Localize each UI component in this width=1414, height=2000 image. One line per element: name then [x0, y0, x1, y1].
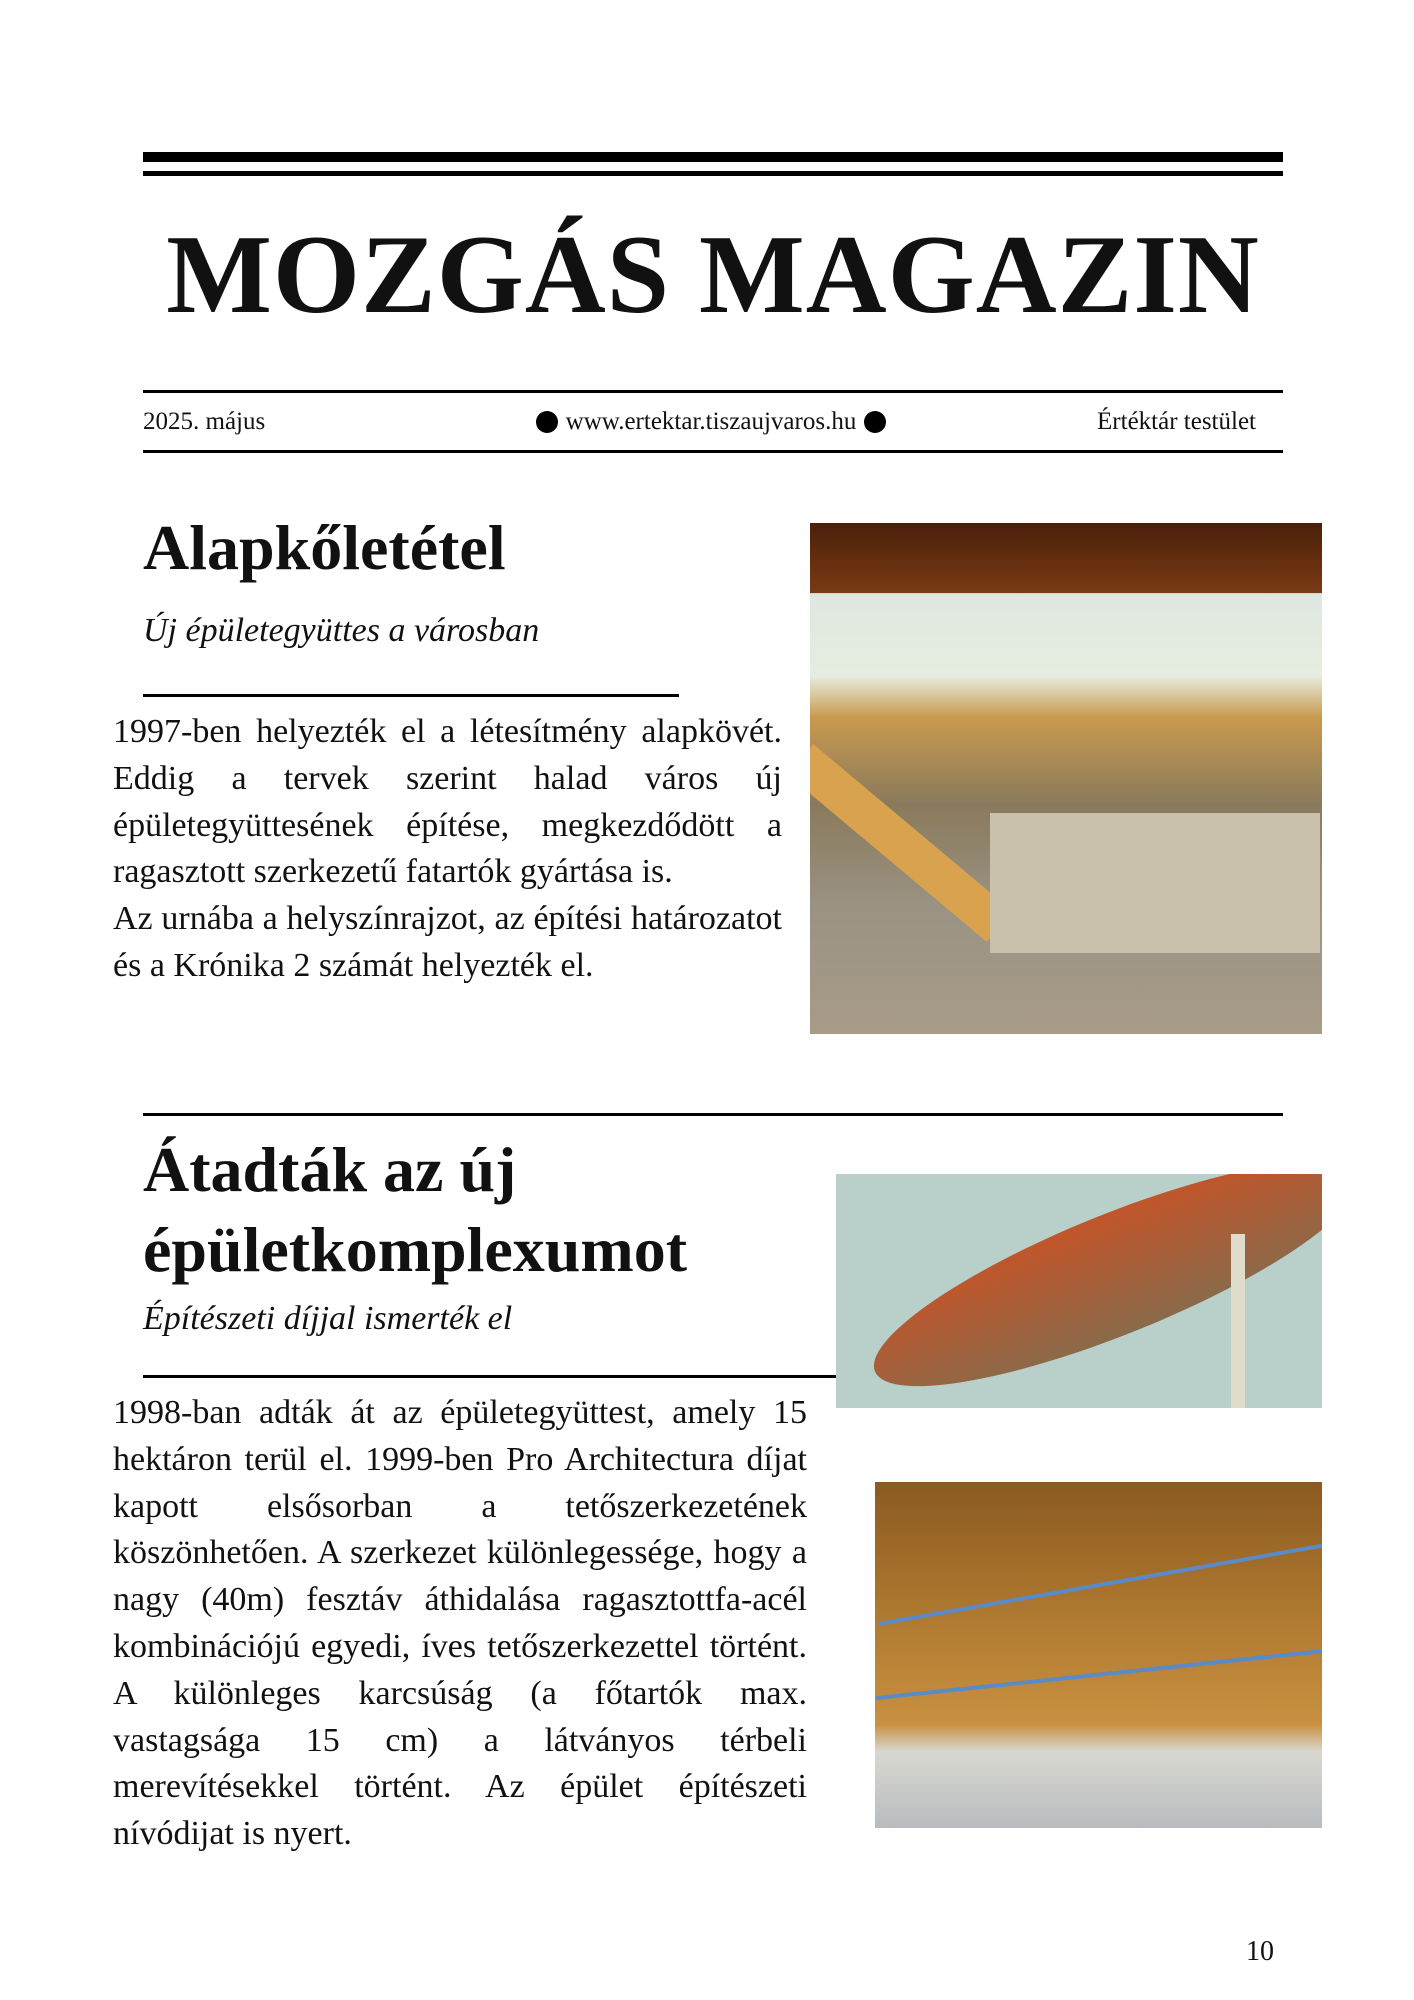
article1-paragraph: Az urnába a helyszínrajzot, az építési határozatot és a Krónika 2 számát helyezték el. [113, 900, 782, 984]
website-link[interactable]: www.ertektar.tiszaujvaros.hu [565, 408, 857, 435]
publisher: Értéktár testület [1097, 408, 1256, 435]
article1-paragraph: 1997-ben helyezték el a létesítmény alapkövét. Eddig a tervek szerint halad város új épületegyüttesének építése, megkezdődött a ragasztott szerkezetű fatartók gyártása is. [113, 713, 782, 891]
article1-body [113, 709, 782, 990]
bullet-icon [536, 411, 558, 433]
article2-rule [143, 1375, 836, 1378]
article2-subtitle: Építészeti díjjal ismerték el [143, 1300, 513, 1337]
meta-top-rule [143, 390, 1283, 393]
article1-rule [143, 694, 679, 697]
article2-heading-line2: épületkomplexumot [143, 1214, 687, 1285]
construction-photo [810, 523, 1322, 1034]
issue-date: 2025. május [143, 408, 266, 435]
article2-heading-line1: Átadták az új [143, 1134, 517, 1205]
top-thick-rule [143, 152, 1283, 162]
top-thin-rule [143, 171, 1283, 176]
article2-body: 1998-ban adták át az épületegyüttest, amely 15 hektáron terül el. 1999-ben Pro Architectura díjat kapott elsősorban a tetőszerkezetének köszönhetően. A szerkezet különlegessége, hogy a nagy (40m) fesztáv áthidalása ragasztottfa-acél kombinációjú egyedi, íves tetőszerkezettel történt. A különleges karcsúság (a főtartók max. vastagsága 15 cm) a látványos térbeli merevítésekkel történt. Az épület építészeti nívódijat is nyert. [113, 1394, 807, 1853]
section-divider [143, 1113, 1283, 1116]
article1-subtitle: Új épületegyüttes a városban [143, 612, 540, 649]
website-line [496, 404, 926, 440]
canopy-photo [836, 1174, 1322, 1408]
magazine-title: MOZGÁS MAGAZIN [166, 213, 1260, 337]
article1-heading: Alapkőletétel [143, 512, 506, 583]
meta-bottom-rule [143, 450, 1283, 453]
roof-interior-photo [875, 1482, 1322, 1828]
page-number: 10 [1246, 1936, 1274, 1967]
bullet-icon [864, 411, 886, 433]
